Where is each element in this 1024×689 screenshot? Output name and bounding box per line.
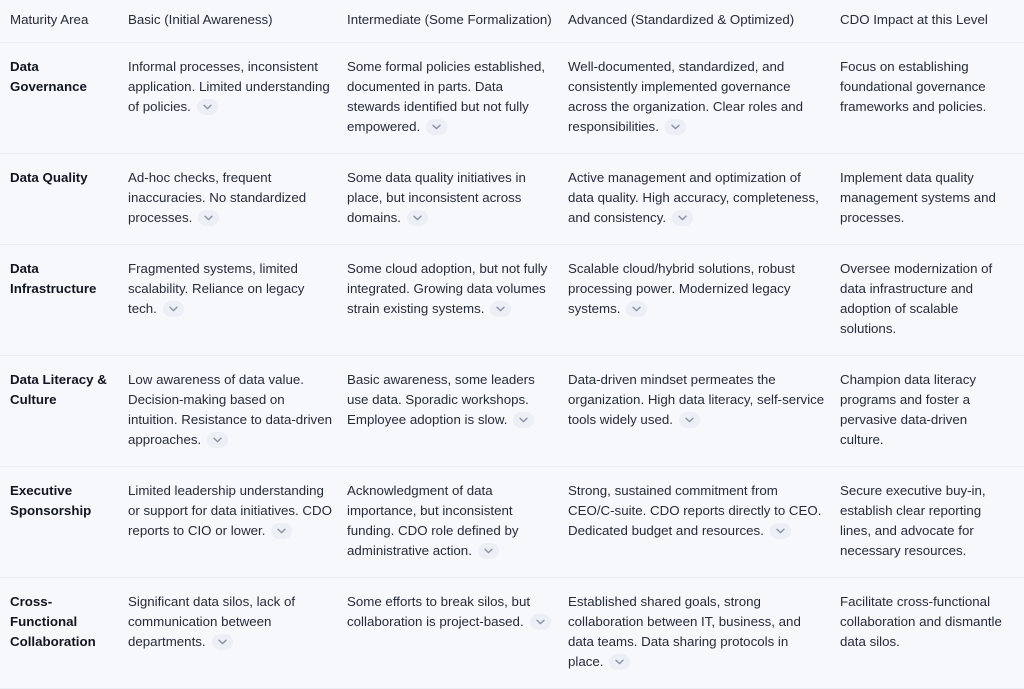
- basic-level-cell: [128, 356, 347, 467]
- chevron-down-icon[interactable]: [426, 119, 447, 135]
- advanced-level-cell-text: Data-driven mindset permeates the organization. High data literacy, self-service tools widely used.: [568, 372, 825, 427]
- advanced-level-cell: [568, 245, 840, 356]
- maturity-area-cell: [0, 356, 128, 467]
- table-row: [0, 245, 1024, 356]
- basic-level-cell: [128, 154, 347, 245]
- intermediate-level-cell: [347, 578, 568, 689]
- chevron-down-icon[interactable]: [478, 543, 499, 559]
- cdo-impact-cell-text: Oversee modernization of data infrastructure and adoption of scalable solutions.: [840, 261, 993, 336]
- table-row: [0, 154, 1024, 245]
- advanced-level-cell: [568, 43, 840, 154]
- basic-level-cell-text: Limited leadership understanding or support for data initiatives. CDO reports to CIO or lower.: [128, 483, 332, 538]
- advanced-level-cell-text: Active management and optimization of data quality. High accuracy, completeness, and consistency.: [568, 170, 819, 225]
- table-row: [0, 467, 1024, 578]
- maturity-area-cell: [0, 43, 128, 154]
- intermediate-level-cell: [347, 356, 568, 467]
- table-row: [0, 43, 1024, 154]
- chevron-down-icon[interactable]: [626, 301, 647, 317]
- advanced-level-cell-text: Well-documented, standardized, and consistently implemented governance across the organization. Clear roles and responsibilities.: [568, 59, 804, 134]
- table-row: [0, 578, 1024, 689]
- intermediate-level-cell: [347, 154, 568, 245]
- column-header-advanced: Advanced (Standardized & Optimized): [568, 0, 840, 43]
- intermediate-level-cell-text: Some cloud adoption, but not fully integrated. Growing data volumes strain existing systems.: [347, 261, 548, 316]
- chevron-down-icon[interactable]: [490, 301, 511, 317]
- intermediate-level-cell-text: Acknowledgment of data importance, but inconsistent funding. CDO role defined by administrative action.: [347, 483, 519, 558]
- table-header: [0, 0, 1024, 43]
- chevron-down-icon[interactable]: [407, 210, 428, 226]
- table-row: [0, 356, 1024, 467]
- column-header-cdo-impact: CDO Impact at this Level: [840, 0, 1024, 43]
- maturity-area-cell-text: Data Infrastructure: [10, 261, 97, 296]
- basic-level-cell-text: Informal processes, inconsistent application. Limited understanding of policies.: [128, 59, 330, 114]
- column-header-intermediate: Intermediate (Some Formalization): [347, 0, 568, 43]
- cdo-impact-cell: [840, 245, 1024, 356]
- maturity-area-cell-text: Data Governance: [10, 59, 87, 94]
- cdo-impact-cell: [840, 578, 1024, 689]
- column-header-basic: Basic (Initial Awareness): [128, 0, 347, 43]
- chevron-down-icon[interactable]: [207, 432, 228, 448]
- maturity-area-cell: [0, 154, 128, 245]
- advanced-level-cell-text: Strong, sustained commitment from CEO/C-suite. CDO reports directly to CEO. Dedicated budget and resources.: [568, 483, 822, 538]
- advanced-level-cell: [568, 356, 840, 467]
- cdo-impact-cell-text: Secure executive buy-in, establish clear reporting lines, and advocate for necessary resources.: [840, 483, 986, 558]
- intermediate-level-cell: [347, 43, 568, 154]
- cdo-impact-cell: [840, 43, 1024, 154]
- chevron-down-icon[interactable]: [609, 654, 630, 670]
- cdo-impact-cell: [840, 356, 1024, 467]
- maturity-area-cell: [0, 467, 128, 578]
- basic-level-cell-text: Fragmented systems, limited scalability. Reliance on legacy tech.: [128, 261, 305, 316]
- advanced-level-cell: [568, 467, 840, 578]
- advanced-level-cell: [568, 578, 840, 689]
- advanced-level-cell: [568, 154, 840, 245]
- intermediate-level-cell-text: Basic awareness, some leaders use data. Sporadic workshops. Employee adoption is slow.: [347, 372, 535, 427]
- basic-level-cell: [128, 43, 347, 154]
- maturity-area-cell-text: Data Quality: [10, 170, 88, 185]
- basic-level-cell-text: Significant data silos, lack of communication between departments.: [128, 594, 296, 649]
- intermediate-level-cell: [347, 245, 568, 356]
- table-body: [0, 43, 1024, 689]
- cdo-impact-cell-text: Focus on establishing foundational governance frameworks and policies.: [840, 59, 987, 114]
- basic-level-cell-text: Low awareness of data value. Decision-making based on intuition. Resistance to data-driven approaches.: [128, 372, 332, 447]
- intermediate-level-cell: [347, 467, 568, 578]
- basic-level-cell: [128, 245, 347, 356]
- chevron-down-icon[interactable]: [198, 210, 219, 226]
- column-header-maturity-area: Maturity Area: [0, 0, 128, 43]
- intermediate-level-cell-text: Some data quality initiatives in place, but inconsistent across domains.: [347, 170, 526, 225]
- maturity-area-cell: [0, 578, 128, 689]
- advanced-level-cell-text: Established shared goals, strong collaboration between IT, business, and data teams. Data sharing protocols in place.: [568, 594, 801, 669]
- chevron-down-icon[interactable]: [665, 119, 686, 135]
- maturity-area-cell-text: Cross-Functional Collaboration: [10, 594, 96, 649]
- basic-level-cell: [128, 578, 347, 689]
- chevron-down-icon[interactable]: [513, 412, 534, 428]
- chevron-down-icon[interactable]: [672, 210, 693, 226]
- chevron-down-icon[interactable]: [212, 634, 233, 650]
- chevron-down-icon[interactable]: [770, 523, 791, 539]
- intermediate-level-cell-text: Some formal policies established, documented in parts. Data stewards identified but not fully empowered.: [347, 59, 546, 134]
- maturity-area-cell: [0, 245, 128, 356]
- chevron-down-icon[interactable]: [197, 99, 218, 115]
- chevron-down-icon[interactable]: [679, 412, 700, 428]
- chevron-down-icon[interactable]: [163, 301, 184, 317]
- header-row: [0, 0, 1024, 43]
- basic-level-cell: [128, 467, 347, 578]
- advanced-level-cell-text: Scalable cloud/hybrid solutions, robust processing power. Modernized legacy systems.: [568, 261, 795, 316]
- maturity-area-cell-text: Executive Sponsorship: [10, 483, 92, 518]
- cdo-impact-cell-text: Champion data literacy programs and foster a pervasive data-driven culture.: [840, 372, 976, 447]
- intermediate-level-cell-text: Some efforts to break silos, but collaboration is project-based.: [347, 594, 531, 629]
- cdo-impact-cell: [840, 154, 1024, 245]
- cdo-impact-cell: [840, 467, 1024, 578]
- cdo-impact-cell-text: Facilitate cross-functional collaboration and dismantle data silos.: [840, 594, 1002, 649]
- maturity-area-cell-text: Data Literacy & Culture: [10, 372, 107, 407]
- chevron-down-icon[interactable]: [530, 614, 551, 630]
- cdo-impact-cell-text: Implement data quality management systems and processes.: [840, 170, 996, 225]
- chevron-down-icon[interactable]: [271, 523, 292, 539]
- basic-level-cell-text: Ad-hoc checks, frequent inaccuracies. No standardized processes.: [128, 170, 307, 225]
